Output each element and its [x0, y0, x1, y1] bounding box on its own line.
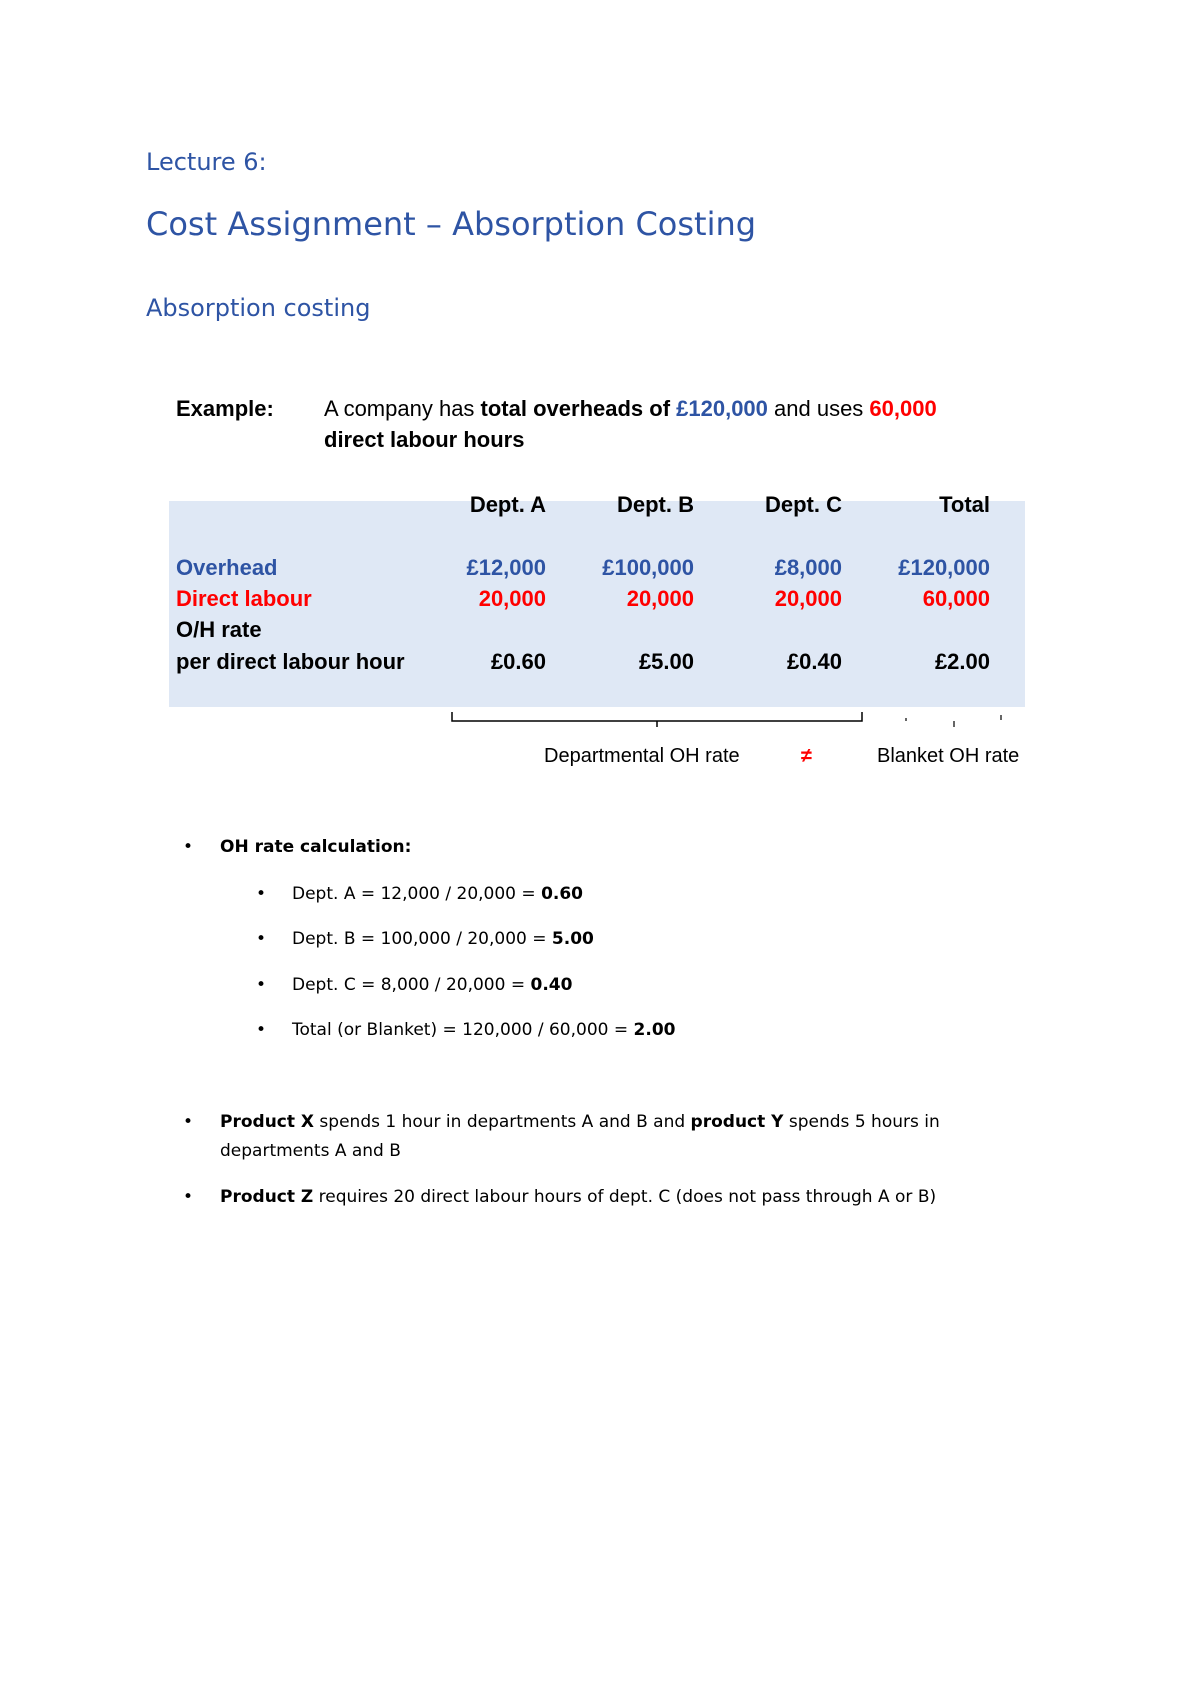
example-overheads-amount: £120,000: [676, 396, 768, 421]
page-title: Cost Assignment – Absorption Costing: [146, 205, 757, 243]
example-bold-text: total overheads of: [480, 396, 677, 421]
bullet-icon: •: [183, 1112, 194, 1132]
cell-rate-total: £2.00: [934, 649, 990, 674]
bullet-icon: •: [183, 1187, 194, 1207]
bullet-icon: •: [256, 929, 267, 949]
column-header-dept-c: Dept. C: [765, 492, 842, 517]
cell-rate-dept-b: £5.00: [638, 649, 694, 674]
bullet-icon: •: [256, 1020, 267, 1040]
product-z-text: requires 20 direct labour hours of dept. C (does not pass through A or B): [313, 1187, 937, 1207]
product-x-y-line-1: [220, 1112, 940, 1132]
example-text: A company has: [324, 396, 481, 421]
cell-labour-dept-c: 20,000: [774, 586, 842, 611]
oh-calc-result: 0.60: [541, 884, 584, 904]
product-z-line: [220, 1187, 936, 1207]
cell-overhead-dept-c: £8,000: [774, 555, 842, 580]
product-y-label: product Y: [690, 1112, 784, 1132]
bullet-icon: •: [256, 884, 267, 904]
product-x-text: spends 1 hour in departments A and B and: [314, 1112, 691, 1132]
departmental-brace: [0, 0, 1200, 760]
cell-overhead-dept-a: £12,000: [466, 555, 546, 580]
example-hours-amount: 60,000: [869, 396, 937, 421]
column-header-total: Total: [939, 492, 990, 517]
oh-calc-heading: OH rate calculation:: [220, 837, 412, 857]
cell-overhead-total: £120,000: [898, 555, 990, 580]
product-y-text: spends 5 hours in: [783, 1112, 940, 1132]
product-x-label: Product X: [220, 1112, 315, 1132]
oh-calc-formula: Dept. A = 12,000 / 20,000 =: [292, 884, 542, 904]
bullet-icon: •: [183, 837, 194, 857]
oh-calc-item: [292, 884, 583, 904]
section-heading: Absorption costing: [146, 294, 371, 322]
cell-labour-dept-a: 20,000: [478, 586, 546, 611]
not-equal-sign: ≠: [801, 745, 812, 767]
oh-calc-result: 0.40: [530, 975, 573, 995]
oh-calc-formula: Dept. B = 100,000 / 20,000 =: [292, 929, 552, 949]
oh-calc-result: 2.00: [633, 1020, 676, 1040]
row-label-per-hour: per direct labour hour: [176, 649, 405, 674]
cell-labour-total: 60,000: [922, 586, 990, 611]
departmental-oh-rate-label: Departmental OH rate: [544, 745, 740, 767]
blanket-oh-rate-label: Blanket OH rate: [877, 745, 1020, 767]
example-label: Example:: [176, 396, 274, 421]
row-label-overhead: Overhead: [176, 555, 278, 580]
oh-calc-item: [292, 929, 594, 949]
row-label-oh-rate: O/H rate: [176, 617, 262, 642]
column-header-dept-b: Dept. B: [617, 492, 694, 517]
product-z-label: Product Z: [220, 1187, 314, 1207]
lecture-number: Lecture 6:: [146, 148, 267, 176]
column-header-dept-a: Dept. A: [469, 492, 546, 517]
example-text-uses: and uses: [767, 396, 870, 421]
oh-calc-result: 5.00: [551, 929, 594, 949]
row-label-direct-labour: Direct labour: [176, 586, 312, 611]
cell-rate-dept-c: £0.40: [786, 649, 842, 674]
cell-labour-dept-b: 20,000: [626, 586, 694, 611]
product-x-y-line-2: departments A and B: [220, 1141, 401, 1161]
bullet-icon: •: [256, 975, 267, 995]
oh-calc-item: [292, 975, 572, 995]
oh-calc-formula: Dept. C = 8,000 / 20,000 =: [292, 975, 531, 995]
cell-rate-dept-a: £0.60: [490, 649, 546, 674]
example-text-line-2: direct labour hours: [324, 427, 525, 452]
cell-overhead-dept-b: £100,000: [602, 555, 694, 580]
oh-calc-formula: Total (or Blanket) = 120,000 / 60,000 =: [292, 1020, 634, 1040]
oh-calc-item: [292, 1020, 675, 1040]
